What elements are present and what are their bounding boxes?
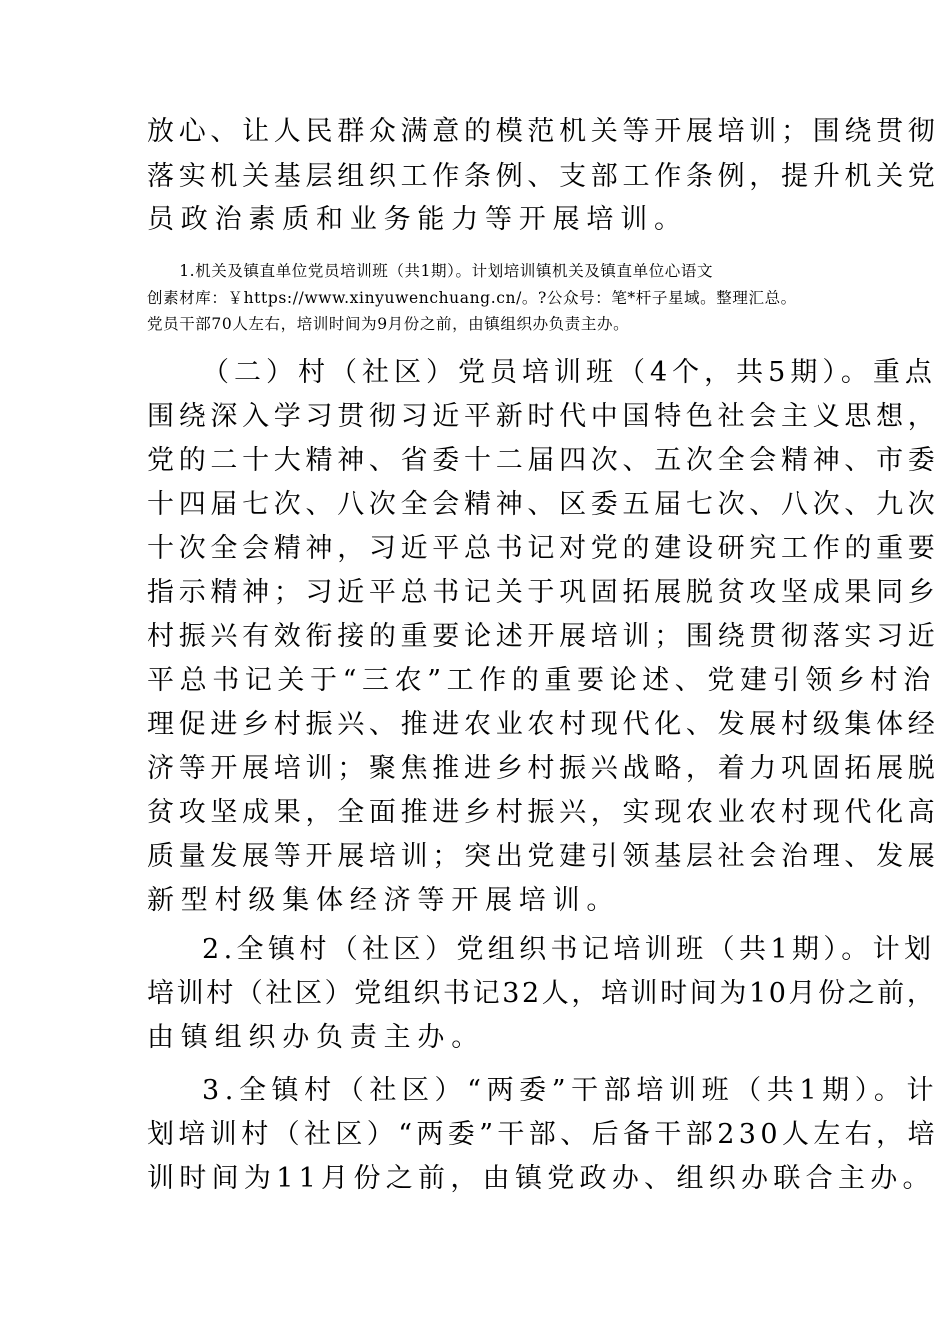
paragraph-line: 质量发展等开展培训；突出党建引领基层社会治理、发展 xyxy=(147,841,940,872)
section-heading-line: （二）村（社区）党员培训班（4个，共5期）。重点 xyxy=(202,357,937,388)
note-line: 1.机关及镇直单位党员培训班（共1期）。计划培训镇机关及镇直单位心语文 xyxy=(147,262,714,280)
paragraph-line: 围绕深入学习贯彻习近平新时代中国特色社会主义思想， xyxy=(147,401,940,432)
paragraph-line: 划培训村（社区）“两委”干部、后备干部230人左右，培 xyxy=(147,1119,939,1150)
paragraph-line: 十四届七次、八次全会精神、区委五届七次、八次、九次 xyxy=(147,489,940,520)
paragraph-line: 新型村级集体经济等开展培训。 xyxy=(147,885,621,916)
paragraph-line: 由镇组织办负责主办。 xyxy=(147,1022,485,1053)
paragraph-line: 培训村（社区）党组织书记32人，培训时间为10月份之前， xyxy=(147,978,937,1009)
paragraph-line: 村振兴有效衔接的重要论述开展培训；围绕贯彻落实习近 xyxy=(147,621,940,652)
paragraph-line: 放心、让人民群众满意的模范机关等开展培训；围绕贯彻 xyxy=(147,116,940,147)
paragraph-line: 平总书记关于“三农”工作的重要论述、党建引领乡村治 xyxy=(147,665,936,696)
paragraph-line: 十次全会精神，习近平总书记对党的建设研究工作的重要 xyxy=(147,533,940,564)
paragraph-line: 济等开展培训；聚焦推进乡村振兴战略，着力巩固拓展脱 xyxy=(147,753,940,784)
list-item-heading-line: 3.全镇村（社区）“两委”干部培训班（共1期）。计 xyxy=(202,1075,940,1106)
paragraph-line: 训时间为11月份之前，由镇党政办、组织办联合主办。 xyxy=(147,1163,935,1194)
paragraph-line: 落实机关基层组织工作条例、支部工作条例，提升机关党 xyxy=(147,161,940,192)
paragraph-line: 员政治素质和业务能力等开展培训。 xyxy=(147,204,688,235)
paragraph-line: 贫攻坚成果，全面推进乡村振兴，实现农业农村现代化高 xyxy=(147,797,940,828)
note-line: 创素材库：￥https://www.xinyuwenchuang.cn/。?公众号：笔*杆子星域。整理汇总。 xyxy=(147,289,797,307)
list-item-heading-line: 2.全镇村（社区）党组织书记培训班（共1期）。计划 xyxy=(202,934,936,965)
paragraph-line: 理促进乡村振兴、推进农业农村现代化、发展村级集体经 xyxy=(147,709,940,740)
note-line: 党员干部70人左右，培训时间为9月份之前，由镇组织办负责主办。 xyxy=(147,315,630,333)
paragraph-line: 党的二十大精神、省委十二届四次、五次全会精神、市委 xyxy=(147,445,940,476)
paragraph-line: 指示精神；习近平总书记关于巩固拓展脱贫攻坚成果同乡 xyxy=(147,577,940,608)
